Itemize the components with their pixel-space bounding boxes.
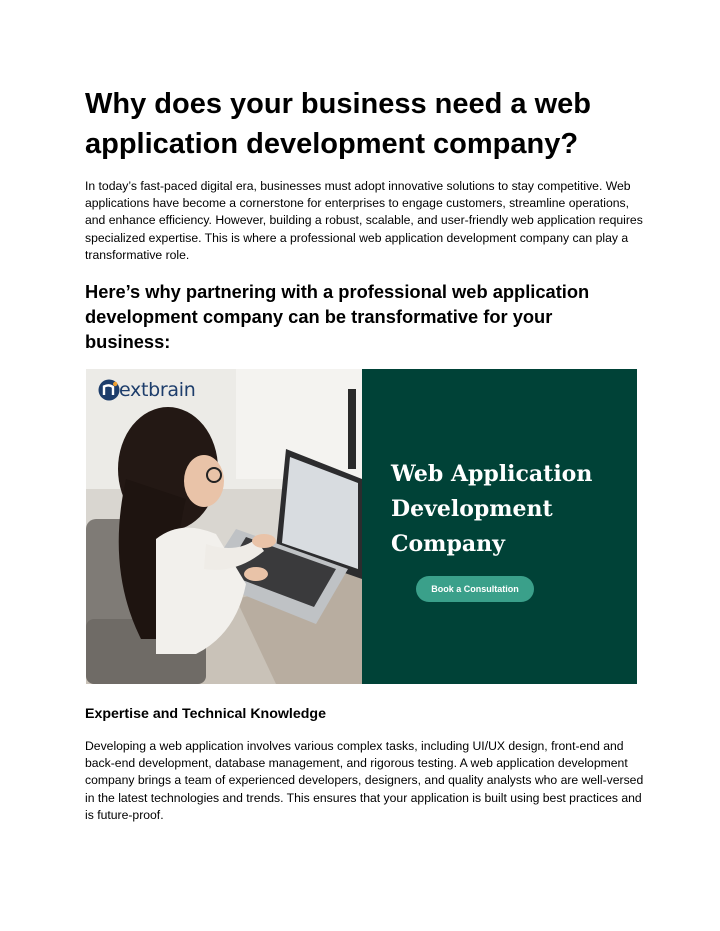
intro-paragraph: In today’s fast-paced digital era, businesses must adopt innovative solutions to stay competitive. Web applications have become a cornerstone for enterprises to engage customers, streamline operations, and enhance efficiency. However, building a robust, scalable, and user-friendly web application requires specialized expertise. This is where a professional web application development company can play a transformative role.: [85, 179, 643, 262]
logo-n-icon: [98, 379, 120, 401]
banner-title-line: Company: [391, 531, 505, 557]
section-body: Developing a web application involves various complex tasks, including UI/UX design, front-end and back-end development, database management, and rigorous testing. A web application development company brings a team of experienced developers, designers, and quality analysts who are well-versed in the latest technologies and trends. This ensures that your application is built using best practices and is future-proof.: [85, 739, 644, 822]
subheading: Here’s why partnering with a professional web application development company can be transformative for your business:: [85, 281, 590, 352]
section-heading: Expertise and Technical Knowledge: [85, 706, 326, 722]
promo-banner: [86, 369, 637, 684]
banner-title: [391, 457, 631, 562]
page-title: Why does your business need a web application development company?: [85, 88, 592, 160]
woman-laptop-photo: [86, 369, 362, 684]
nextbrain-logo: [98, 377, 208, 403]
banner-title-line: Development: [391, 496, 553, 522]
book-consultation-button[interactable]: Book a Consultation: [416, 576, 534, 602]
logo-text: extbrain: [119, 379, 196, 401]
banner-title-line: Web Application: [391, 461, 593, 487]
